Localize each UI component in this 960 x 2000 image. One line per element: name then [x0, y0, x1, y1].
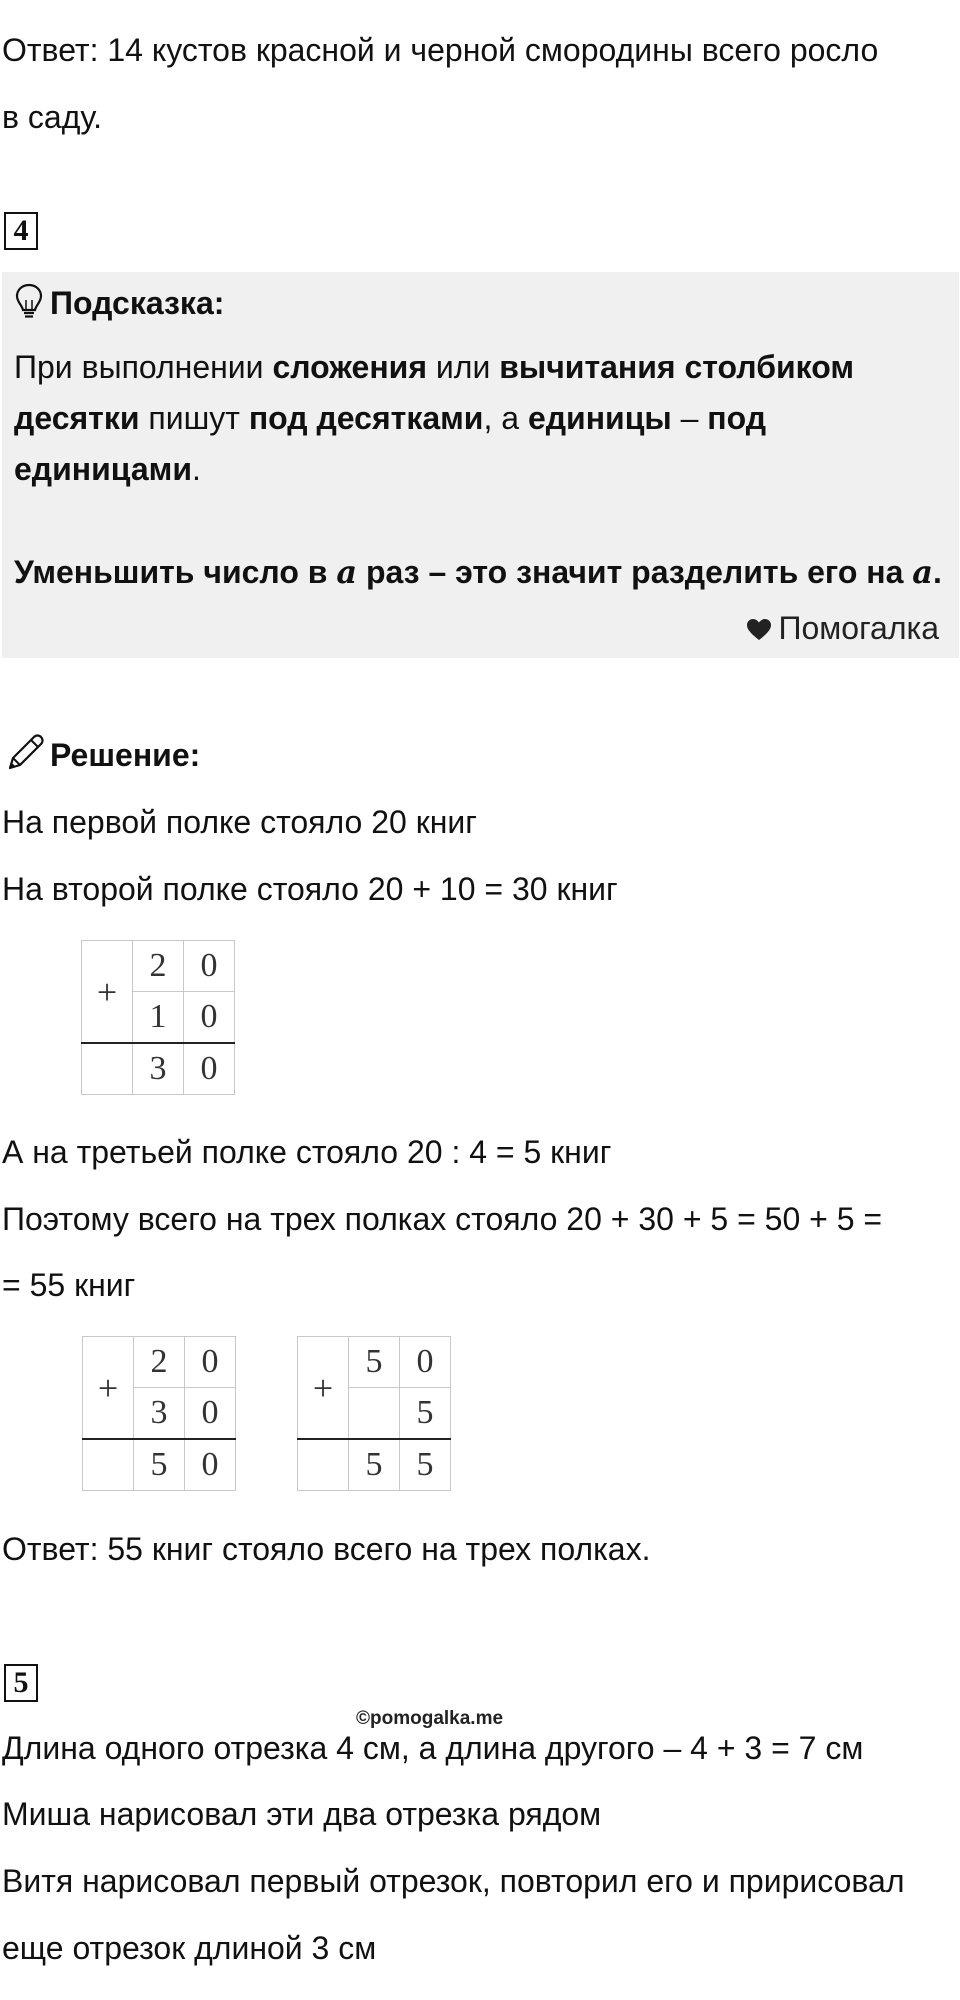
task5-line-1: Длина одного отрезка 4 см, а длина другого – 4 + 3 = 7 см: [2, 1730, 864, 1766]
digit-cell: [349, 1388, 400, 1440]
result-digit: 3: [133, 1043, 184, 1095]
hint-rule-line: Уменьшить число в a раз – это значит разделить его на a.: [14, 553, 942, 591]
hint-text-line-2: десятки пишут под десятками, а единицы – под: [14, 400, 767, 436]
column-addition-3: [297, 1336, 451, 1491]
solution-line-1: На первой полке стояло 20 книг: [2, 804, 477, 840]
plus-sign: +: [83, 1337, 134, 1440]
digit-cell: 0: [185, 1388, 236, 1440]
result-digit: 0: [184, 1043, 235, 1095]
digit-cell: 0: [184, 992, 235, 1044]
empty-cell: [298, 1439, 349, 1491]
hint-text-line-1: При выполнении сложения или вычитания столбиком: [14, 349, 855, 385]
task5-line-2: Миша нарисовал эти два отрезка рядом: [2, 1796, 602, 1832]
plus-sign: +: [298, 1337, 349, 1440]
digit-cell: 2: [133, 941, 184, 992]
task5-line-3: Витя нарисовал первый отрезок, повторил его и пририсовал: [2, 1863, 905, 1899]
digit-cell: 2: [134, 1337, 185, 1388]
hint-text-line-3: единицами.: [14, 451, 201, 487]
solution-answer: Ответ: 55 книг стояло всего на трех полках.: [2, 1531, 651, 1567]
hint-box: [2, 272, 959, 658]
answer-line-1: Ответ: 14 кустов красной и черной смородины всего росло: [2, 32, 879, 68]
task-number-5: 5: [4, 1664, 38, 1702]
digit-cell: 5: [400, 1388, 451, 1440]
hint-title: Подсказка:: [50, 284, 225, 321]
column-addition-2: [82, 1336, 236, 1491]
solution-line-3: А на третьей полке стояло 20 : 4 = 5 книг: [2, 1134, 612, 1170]
lightbulb-icon: [14, 282, 44, 329]
solution-line-4: Поэтому всего на трех полках стояло 20 + 30 + 5 = 50 + 5 =: [2, 1201, 883, 1237]
empty-cell: [82, 1043, 133, 1095]
task5-line-4: еще отрезок длиной 3 см: [2, 1930, 377, 1966]
empty-cell: [83, 1439, 134, 1491]
digit-cell: 3: [134, 1388, 185, 1440]
result-digit: 5: [349, 1439, 400, 1491]
task-number-4: 4: [4, 212, 38, 250]
digit-cell: 0: [184, 941, 235, 992]
heart-icon: [746, 611, 772, 651]
solution-line-5: = 55 книг: [2, 1267, 136, 1303]
hint-signature: [746, 608, 939, 651]
plus-sign: +: [82, 941, 133, 1044]
solution-line-2: На второй полке стояло 20 + 10 = 30 книг: [2, 871, 618, 907]
result-digit: 5: [400, 1439, 451, 1491]
result-digit: 5: [134, 1439, 185, 1491]
watermark: ©pomogalka.me: [356, 1708, 504, 1729]
pencil-icon: [4, 732, 46, 783]
digit-cell: 5: [349, 1337, 400, 1388]
solution-title: Решение:: [50, 736, 201, 773]
solution-title-row: [4, 732, 200, 783]
signature-text: Помогалка: [778, 610, 939, 646]
answer-line-2: в саду.: [2, 99, 103, 135]
hint-title-row: [14, 282, 224, 329]
digit-cell: 1: [133, 992, 184, 1044]
column-addition-1: [81, 940, 235, 1095]
digit-cell: 0: [400, 1337, 451, 1388]
result-digit: 0: [185, 1439, 236, 1491]
digit-cell: 0: [185, 1337, 236, 1388]
